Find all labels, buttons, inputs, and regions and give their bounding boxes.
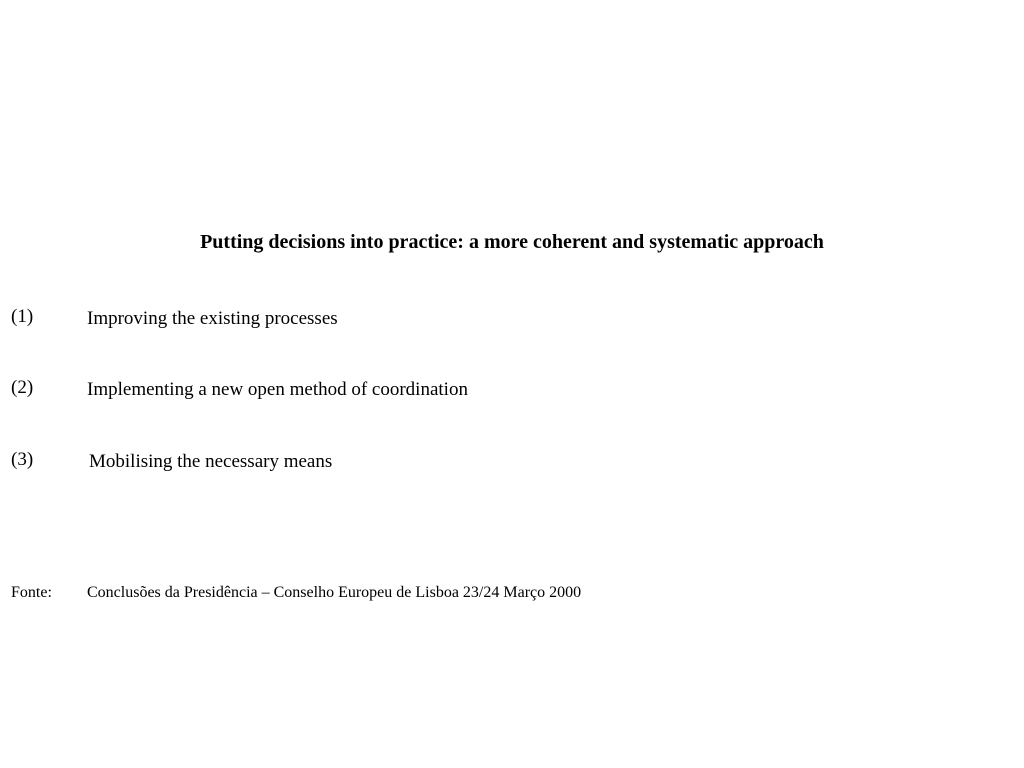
list-item-number: (2) [11, 377, 34, 398]
source-citation [0, 581, 1024, 605]
source-label: Fonte: [11, 584, 52, 601]
source-text: Conclusões da Presidência – Conselho Europeu de Lisboa 23/24 Março 2000 [87, 584, 582, 601]
list-item-number: (3) [11, 449, 34, 470]
list-item-text: Improving the existing processes [87, 308, 338, 329]
slide-title: Putting decisions into practice: a more coherent and systematic approach [200, 231, 824, 253]
list-item-number: (1) [11, 306, 34, 327]
list-item [0, 449, 1024, 475]
list-item [0, 377, 1024, 403]
list-item [0, 306, 1024, 332]
list-item-text: Implementing a new open method of coordination [87, 379, 468, 400]
list-item-text: Mobilising the necessary means [89, 451, 333, 472]
